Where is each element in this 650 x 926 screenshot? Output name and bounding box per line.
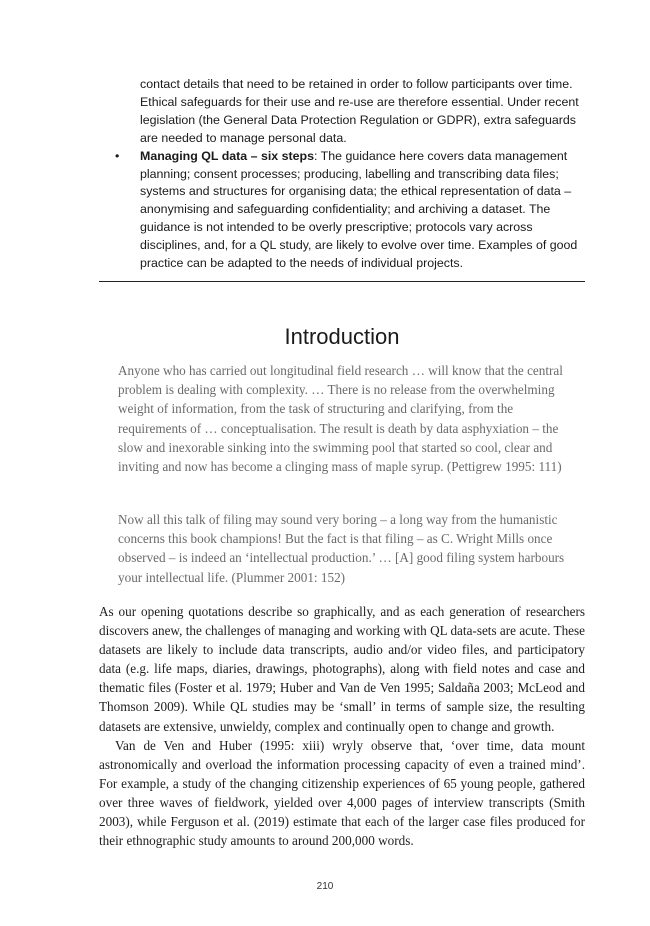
body-paragraph-2: Van de Ven and Huber (1995: xiii) wryly observe that, ‘over time, data mount astronomically and overload the information processing capacity of even a trained mind’. For example, a study of the changing citizenship experiences of 65 young people, gathered over three waves of fieldwork, yielded over 4,000 pages of interview transcripts (Smith 2003), while Ferguson et al. (2019) estimate that each of the larger case files produced for their ethnographic study amounts to around 200,000 words. — [99, 737, 585, 849]
section-heading: Introduction — [284, 324, 400, 349]
box-continuation-text: contact details that need to be retained in order to follow participants over time. Ethical safeguards for their use and re-use are therefore essential. Under recent legislation (the General Data Protection Regulation or GDPR), extra safeguards are needed to manage personal data. — [140, 77, 579, 145]
section-divider — [99, 281, 585, 282]
bullet-heading: Managing QL data – six steps — [140, 148, 314, 163]
epigraph-quote-plummer: Now all this talk of filing may sound very boring – a long way from the humanistic concerns this book champions! But the fact is that filing – as C. Wright Mills once observed – is indeed an ‘intellectual production.’ … [A] good filing system harbours your intellectual life. (Plummer 2001: 152) — [118, 512, 565, 585]
body-paragraph-1: As our opening quotations describe so graphically, and as each generation of researchers discovers anew, the challenges of managing and working with QL data-sets are acute. These datasets are likely to include data transcripts, audio and/or video files, and participatory data (e.g. life maps, diaries, drawings, photographs), along with field notes and case and thematic files (Foster et al. 1979; Huber and Van de Ven 1995; Saldaña 2003; McLeod and Thomson 2009). While QL studies may be ‘small’ in terms of sample size, the resulting datasets are extensive, unwieldy, complex and continually open to change and growth. — [99, 604, 585, 734]
bullet-text: : The guidance here covers data management planning; consent processes; producing, labelling and transcribing data files; systems and structures for organising data; the ethical representation of data – anonymising and safeguarding confidentiality; and archiving a dataset. The guidance is not intended to be overly prescriptive; protocols vary across disciplines, and, for a QL study, are likely to evolve over time. Examples of good practice can be adapted to the needs of individual projects. — [140, 148, 578, 271]
body-text — [99, 602, 585, 850]
epigraph-quote-pettigrew: Anyone who has carried out longitudinal field research … will know that the central problem is dealing with complexity. … There is no release from the overwhelming weight of information, from the task of structuring and clarifying, from the requirements of … conceptualisation. The result is death by data asphyxiation – the slow and inexorable sinking into the swimming pool that started so cool, clear and inviting and now has become a clinging mass of maple syrup. (Pettigrew 1995: 111) — [118, 363, 563, 475]
bullet-list-item — [115, 148, 586, 273]
bullet-icon: • — [115, 148, 120, 163]
guidance-box — [115, 76, 586, 273]
page-number: 210 — [316, 881, 334, 892]
bullet-paragraph — [140, 148, 586, 273]
